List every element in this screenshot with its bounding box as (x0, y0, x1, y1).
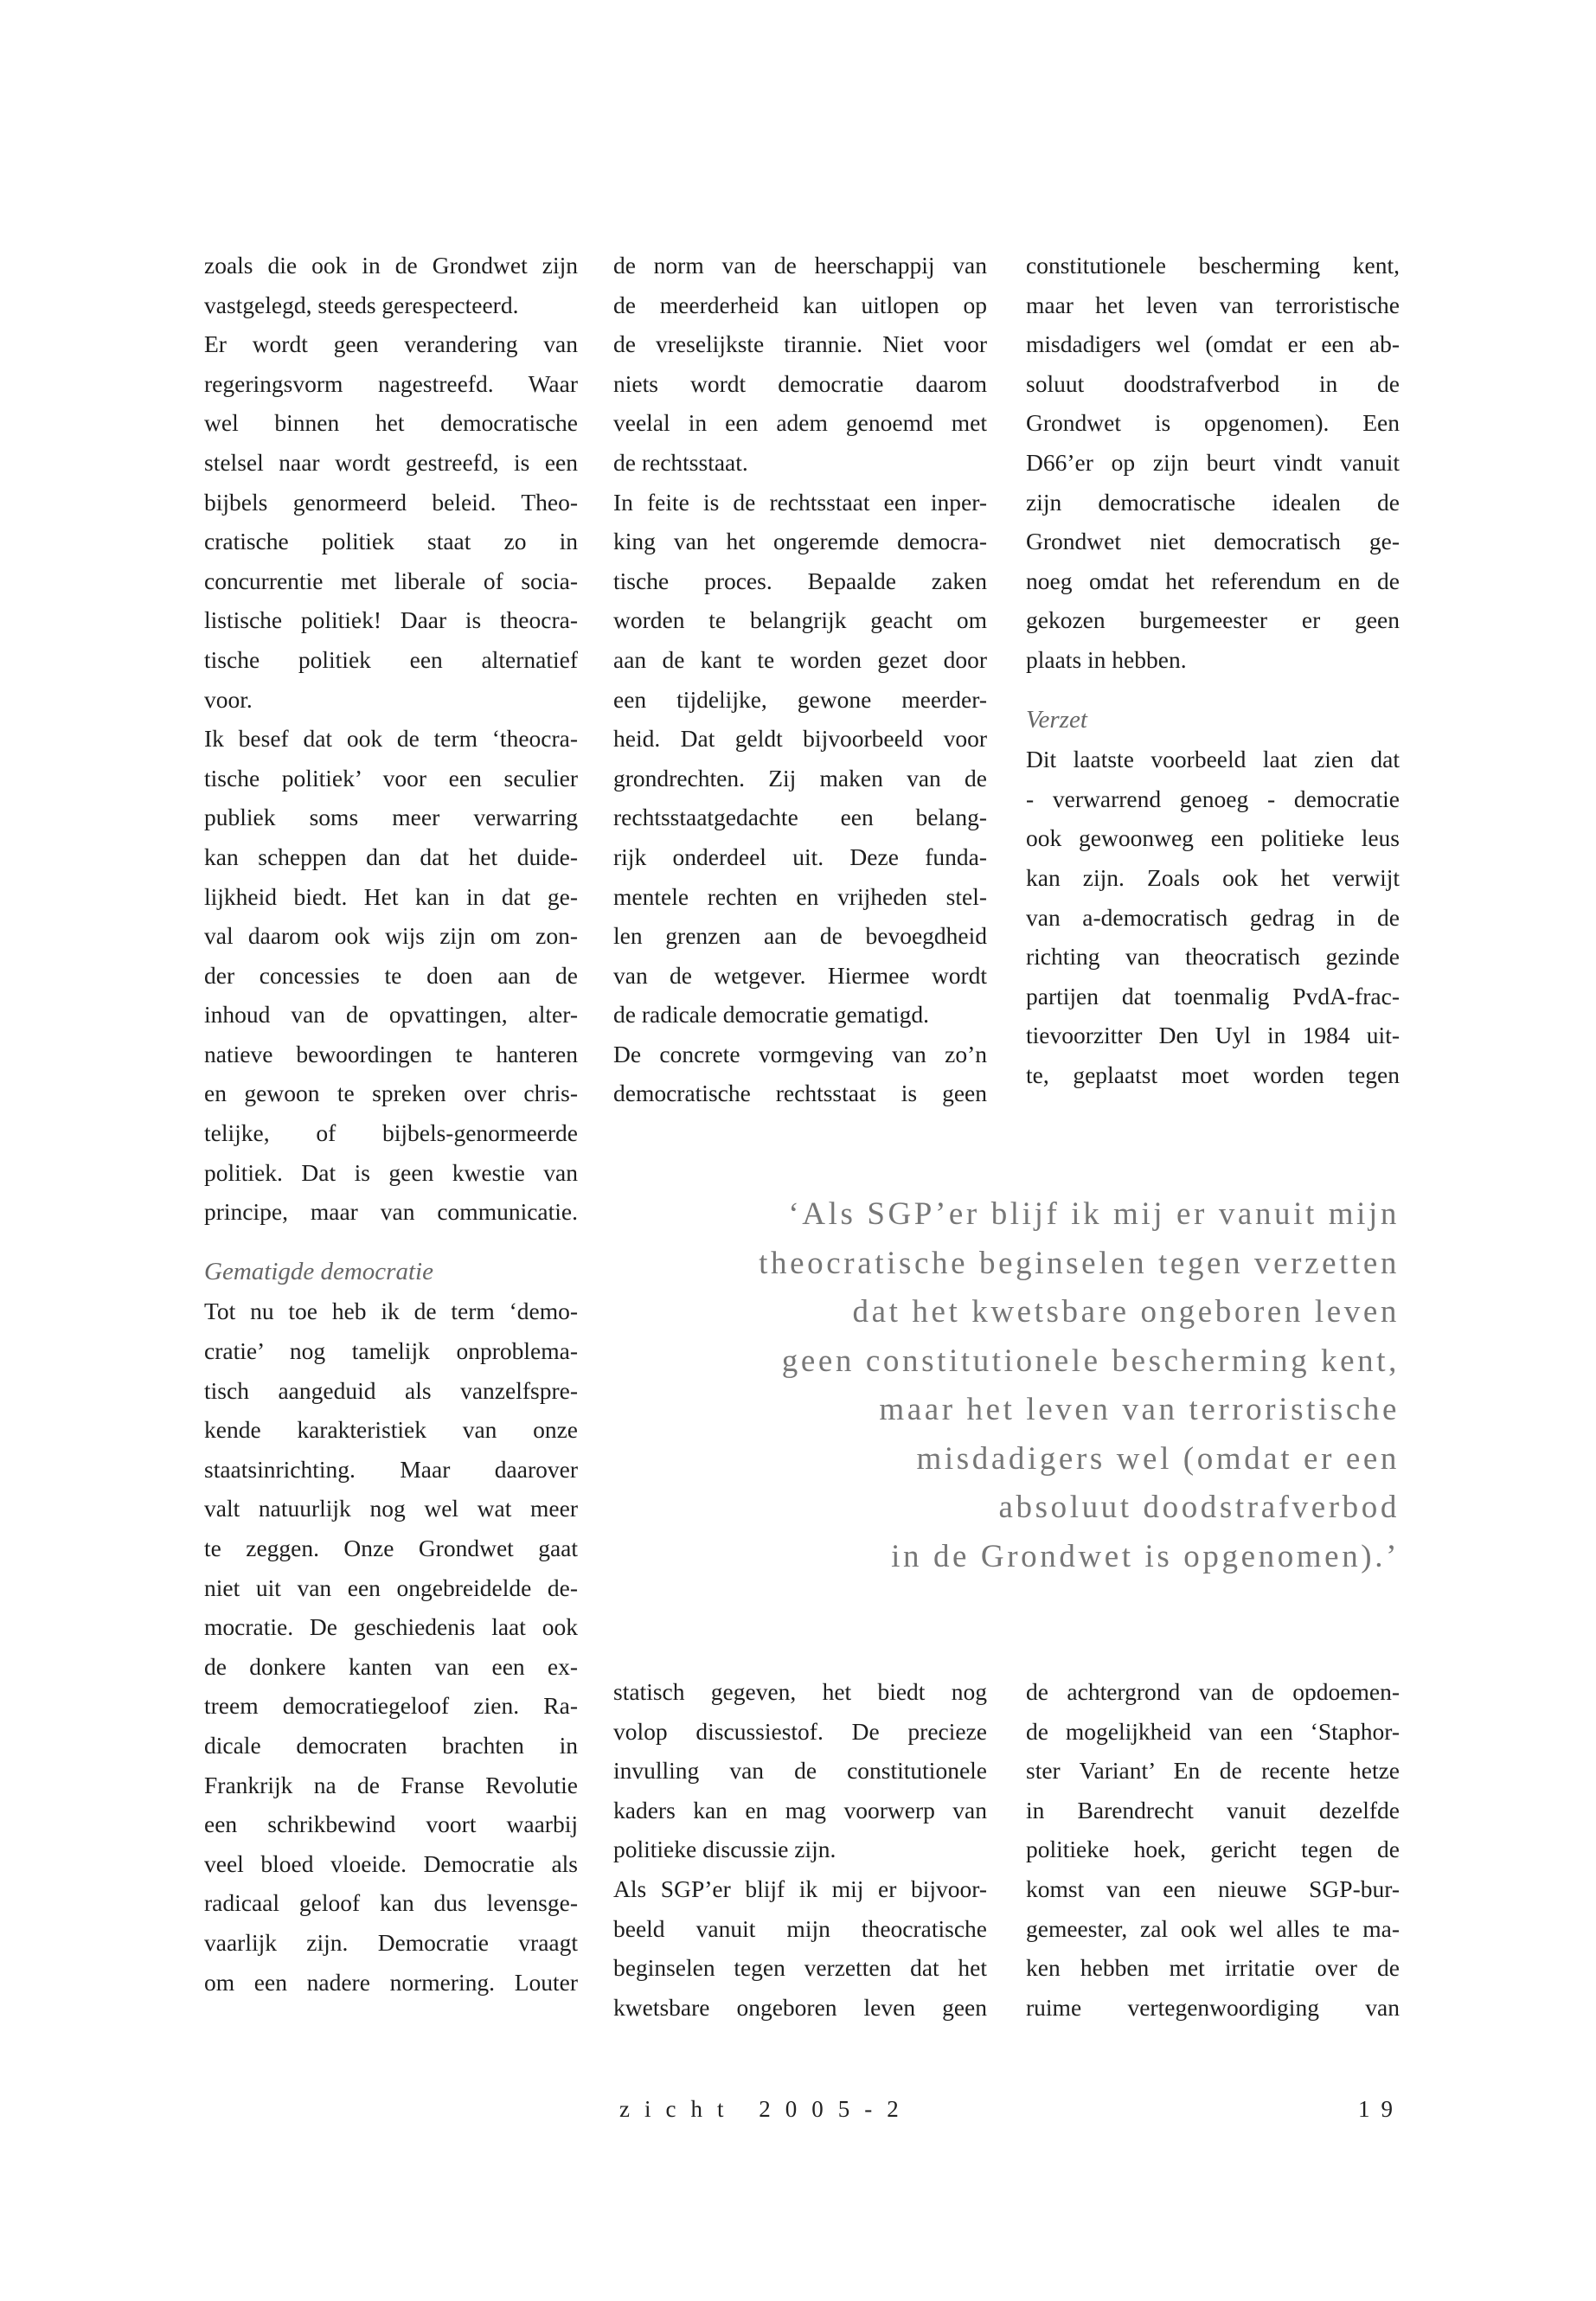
pull-quote-line: dat het kwetsbare ongeboren leven (852, 1294, 1400, 1330)
text-line: statisch gegeven, het biedt nog (613, 1678, 987, 1705)
text-line: en gewoon te spreken over chris- (204, 1080, 578, 1107)
text-line: heid. Dat geldt bijvoorbeeld voor (613, 725, 987, 753)
text-line: treem democratiegeloof zien. Ra- (204, 1692, 578, 1720)
text-line: de vreselijkste tirannie. Niet voor (613, 330, 987, 358)
text-line: wel binnen het democratische (204, 409, 578, 437)
text-line: plaats in hebben. (1026, 645, 1187, 673)
text-line: democratische rechtsstaat is geen (613, 1080, 987, 1107)
text-line: partijen dat toenmalig PvdA-frac- (1026, 982, 1400, 1009)
text-line: een schrikbewind voort waarbij (204, 1811, 578, 1838)
pull-quote-line: geen constitutionele bescherming kent, (781, 1343, 1400, 1379)
text-line: gekozen burgemeester er geen (1026, 606, 1400, 634)
pull-quote-line: misdadigers wel (omdat er een (916, 1440, 1400, 1477)
pull-quote-line: maar het leven van terroristische (879, 1392, 1400, 1427)
pull-quote-line: ‘Als SGP’er blijf ik mij er vanuit mijn (788, 1196, 1400, 1232)
text-line: richting van theocratisch gezinde (1026, 943, 1400, 971)
text-line: publiek soms meer verwarring (204, 804, 578, 831)
text-line: volop discussiestof. De precieze (613, 1717, 987, 1745)
section-heading: Verzet (1026, 705, 1087, 734)
text-line: tisch aangeduid als vanzelfspre- (204, 1376, 578, 1404)
text-column-1 (204, 246, 578, 2002)
text-line: cratische politiek staat zo in (204, 528, 578, 555)
text-line: Ik besef dat ook de term ‘theocra- (204, 725, 578, 753)
text-line: der concessies te doen aan de (204, 961, 578, 989)
text-line: listische politiek! Daar is theocra- (204, 606, 578, 634)
text-line: worden te belangrijk geacht om (613, 606, 987, 634)
text-line: staatsinrichting. Maar daarover (204, 1455, 578, 1483)
text-line: voor. (204, 685, 253, 713)
text-line: in Barendrecht vanuit dezelfde (1026, 1796, 1400, 1823)
text-line: vastgelegd, steeds gerespecteerd. (204, 291, 519, 318)
text-line: De concrete vormgeving van zo’n (613, 1040, 987, 1067)
text-line: niet uit van een ongebreidelde de- (204, 1574, 578, 1601)
text-line: kende karakteristiek van onze (204, 1416, 578, 1444)
text-line: natieve bewoordingen te hanteren (204, 1040, 578, 1067)
section-heading: Gematigde democratie (204, 1257, 433, 1285)
text-line: van de wetgever. Hiermee wordt (613, 961, 987, 989)
text-line: de radicale democratie gematigd. (613, 1001, 929, 1029)
text-line: te zeggen. Onze Grondwet gaat (204, 1535, 578, 1561)
text-line: bijbels genormeerd beleid. Theo- (204, 488, 578, 516)
text-line: val daarom ook wijs zijn om zon- (204, 922, 578, 950)
text-line: te, geplaatst moet worden tegen (1026, 1061, 1400, 1088)
text-column-3-lower (1026, 1672, 1400, 2027)
text-line: kan zijn. Zoals ook het verwijt (1026, 863, 1400, 891)
text-line: de mogelijkheid van een ‘Staphor- (1026, 1717, 1400, 1745)
text-line: stelsel naar wordt gestreefd, is een (204, 448, 578, 476)
text-line: - verwarrend genoeg - democratie (1026, 785, 1400, 812)
text-line: ken hebben met irritatie over de (1026, 1954, 1400, 1982)
text-line: Er wordt geen verandering van (204, 330, 578, 358)
text-line: gemeester, zal ook wel alles te ma- (1026, 1914, 1400, 1942)
text-line: Grondwet is opgenomen). Een (1026, 409, 1400, 437)
text-line: Tot nu toe heb ik de term ‘demo- (204, 1298, 578, 1325)
text-line: dicale democraten brachten in (204, 1731, 578, 1759)
text-line: rijk onderdeel uit. Deze funda- (613, 843, 987, 870)
text-line: ook gewoonweg een politieke leus (1026, 824, 1400, 852)
text-line: regeringsvorm nagestreefd. Waar (204, 369, 578, 397)
text-line: veelal in een adem genoemd met (613, 409, 987, 437)
text-line: kwetsbare ongeboren leven geen (613, 1993, 987, 2021)
text-line: D66’er op zijn beurt vindt vanuit (1026, 448, 1400, 476)
text-line: niets wordt democratie daarom (613, 369, 987, 397)
text-line: concurrentie met liberale of socia- (204, 567, 578, 594)
text-line: zijn democratische idealen de (1026, 488, 1400, 516)
text-line: zoals die ook in de Grondwet zijn (204, 252, 578, 279)
text-line: om een nadere normering. Louter (204, 1968, 578, 1996)
text-line: inhoud van de opvattingen, alter- (204, 1001, 578, 1029)
footer-journal-title: zicht 2005-2 (619, 2096, 913, 2122)
text-line: misdadigers wel (omdat er een ab- (1026, 330, 1400, 358)
text-line: een tijdelijke, gewone meerder- (613, 685, 987, 713)
text-line: Als SGP’er blijf ik mij er bijvoor- (613, 1875, 987, 1902)
text-line: radicaal geloof kan dus levensge- (204, 1889, 578, 1917)
pull-quote-line: theocratische beginselen tegen verzetten (759, 1245, 1400, 1281)
text-line: ruime vertegenwoordiging van (1026, 1993, 1400, 2021)
text-line: van a-democratisch gedrag in de (1026, 903, 1400, 931)
text-line: principe, maar van communicatie. (204, 1198, 578, 1226)
text-line: tische proces. Bepaalde zaken (613, 567, 987, 594)
text-line: tievoorzitter Den Uyl in 1984 uit- (1026, 1022, 1400, 1049)
text-line: telijke, of bijbels-genormeerde (204, 1119, 578, 1147)
text-line: cratie’ nog tamelijk onproblema- (204, 1337, 578, 1365)
text-line: de achtergrond van de opdoemen- (1026, 1678, 1400, 1705)
text-line: de donkere kanten van een ex- (204, 1652, 578, 1680)
text-line: kan scheppen dan dat het duide- (204, 843, 578, 870)
text-line: tische politiek een alternatief (204, 645, 578, 673)
pull-quote-line: absoluut doodstrafverbod (998, 1490, 1400, 1525)
text-line: mentele rechten en vrijheden stel- (613, 882, 987, 910)
text-line: politiek. Dat is geen kwestie van (204, 1158, 578, 1186)
text-line: kaders kan en mag voorwerp van (613, 1796, 987, 1823)
text-line: Dit laatste voorbeeld laat zien dat (1026, 746, 1400, 773)
text-line: len grenzen aan de bevoegdheid (613, 922, 987, 950)
text-line: de norm van de heerschappij van (613, 252, 987, 279)
text-line: vaarlijk zijn. Democratie vraagt (204, 1928, 578, 1956)
text-line: politieke hoek, gericht tegen de (1026, 1836, 1400, 1863)
text-column-3 (1026, 246, 1400, 1094)
text-line: beeld vanuit mijn theocratische (613, 1914, 987, 1942)
text-line: constitutionele bescherming kent, (1026, 252, 1400, 279)
text-line: tische politiek’ voor een seculier (204, 764, 578, 792)
text-line: noeg omdat het referendum en de (1026, 567, 1400, 594)
text-line: invulling van de constitutionele (613, 1757, 987, 1785)
text-line: valt natuurlijk nog wel wat meer (204, 1495, 578, 1522)
text-line: de meerderheid kan uitlopen op (613, 291, 987, 318)
text-line: Frankrijk na de Franse Revolutie (204, 1771, 578, 1798)
text-line: In feite is de rechtsstaat een inper- (613, 488, 987, 516)
text-line: lijkheid biedt. Het kan in dat ge- (204, 882, 578, 910)
text-line: beginselen tegen verzetten dat het (613, 1954, 987, 1982)
text-line: king van het ongeremde democra- (613, 528, 987, 555)
page-number: 19 (1358, 2096, 1404, 2122)
text-line: Grondwet niet democratisch ge- (1026, 528, 1400, 555)
text-line: maar het leven van terroristische (1026, 291, 1400, 318)
text-line: mocratie. De geschiedenis laat ook (204, 1613, 578, 1641)
text-column-2-lower (613, 1672, 987, 2027)
text-column-2 (613, 246, 987, 1113)
text-line: ster Variant’ En de recente hetze (1026, 1757, 1400, 1785)
text-line: aan de kant te worden gezet door (613, 645, 987, 673)
text-line: soluut doodstrafverbod in de (1026, 369, 1400, 397)
text-line: politieke discussie zijn. (613, 1836, 836, 1863)
text-line: rechtsstaatgedachte een belang- (613, 804, 987, 831)
text-line: komst van een nieuwe SGP-bur- (1026, 1875, 1400, 1902)
pull-quote (606, 1190, 1400, 1581)
pull-quote-line: in de Grondwet is opgenomen).’ (891, 1538, 1400, 1574)
text-line: de rechtsstaat. (613, 448, 748, 476)
text-line: veel bloed vloeide. Democratie als (204, 1849, 578, 1877)
text-line: grondrechten. Zij maken van de (613, 764, 987, 792)
